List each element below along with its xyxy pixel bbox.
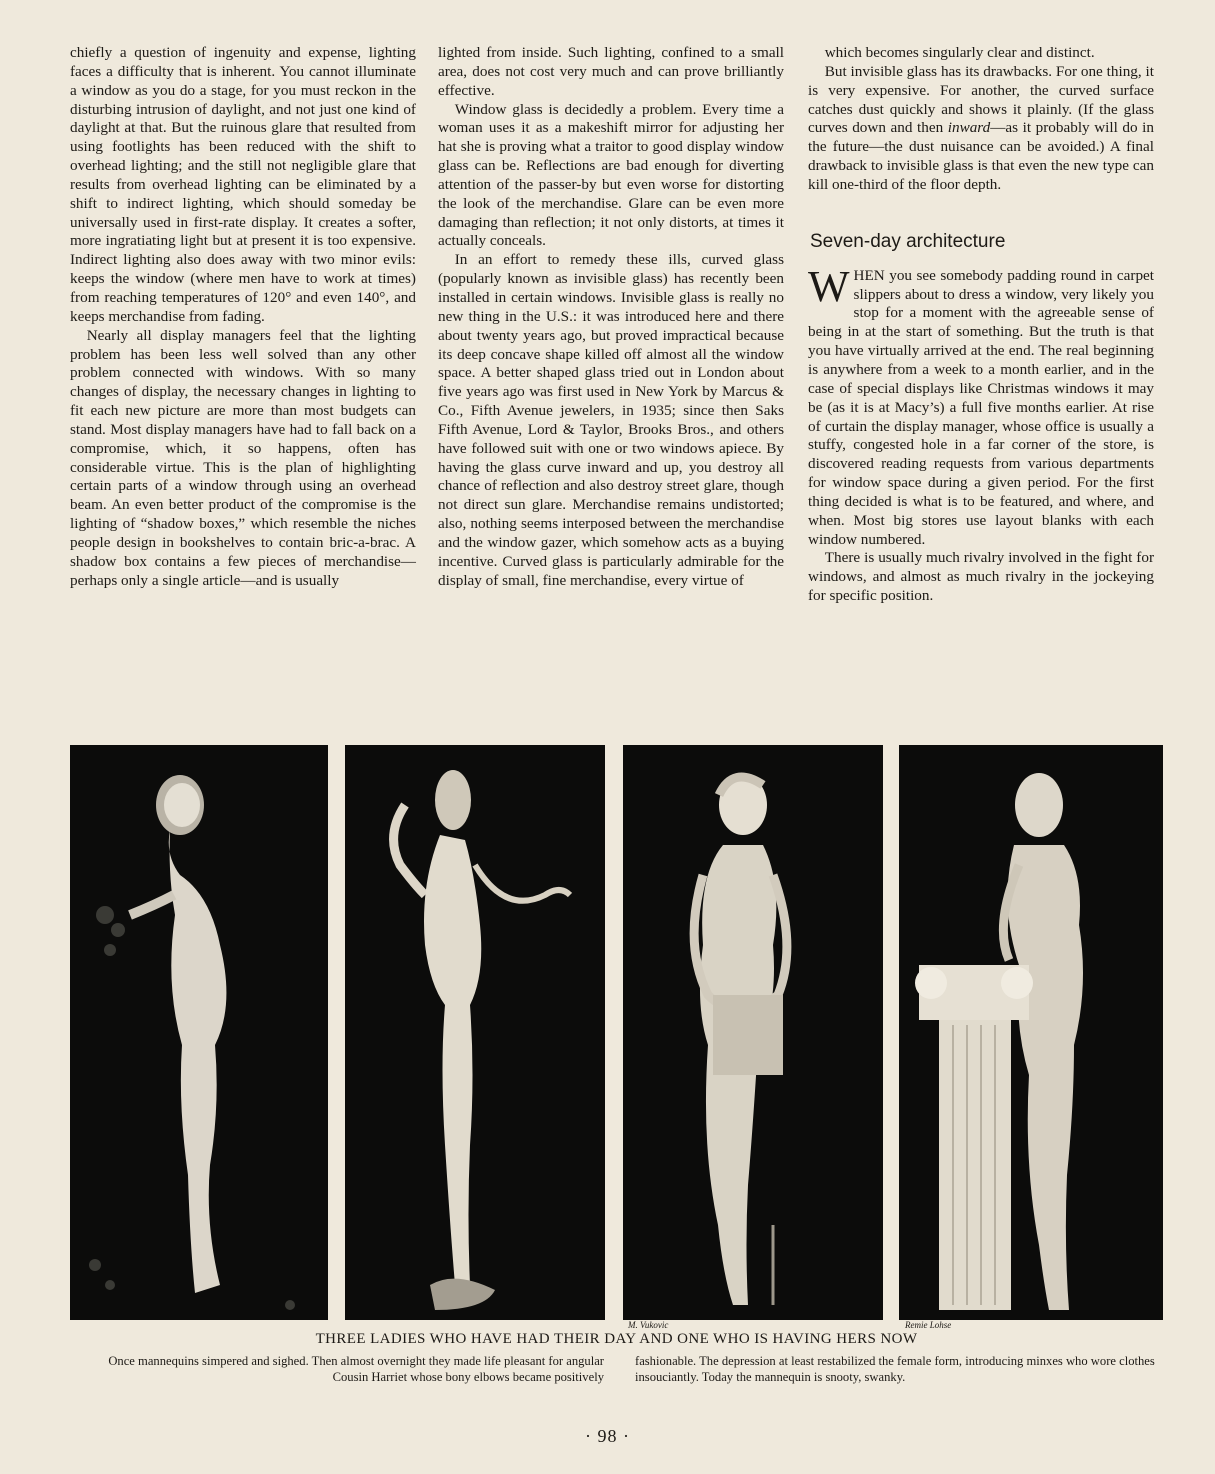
paragraph: Window glass is decidedly a problem. Every time a woman uses it as a makeshift mirror for adjusting her hat she is proving what a traitor to good display window glass can be. Reflections are bad enough for diverting attention of the passer-by but even worse for distorting the look of the merchandise. Glare can be even more damaging than reflection; it not only distorts, at times it actually conceals. <box>438 100 784 250</box>
drop-cap: W <box>808 261 850 311</box>
paragraph <box>808 63 1154 195</box>
photo-credit: Remie Lohse <box>905 1320 952 1330</box>
paragraph: lighted from inside. Such lighting, confined to a small area, does not cost very much and can prove brilliantly effective. <box>438 44 784 99</box>
emphasis-text: inward <box>947 119 991 137</box>
mannequin-figure-2 <box>345 745 605 1320</box>
section-heading: Seven-day architecture <box>810 230 1006 252</box>
paragraph <box>808 261 1154 550</box>
text-column-3 <box>808 44 1154 606</box>
paragraph-text: —as it probably will do in the future—the dust nuisance can be avoided.) A final drawback to invisible glass is that even the new type can kill one-third of the floor depth. <box>808 119 1154 193</box>
paragraph: In an effort to remedy these ills, curved glass (popularly known as invisible glass) has recently been installed in certain windows. Invisible glass is really no new thing in the U.S.: it was introduced here and there about twenty years ago, but proved impractical because its deep concave shape killed off almost all the window space. A better shaped glass tried out in London about five years ago was first used in New York by Marcus & Co., Fifth Avenue jewelers, in 1935; since then Saks Fifth Avenue, Lord & Taylor, Brooks Bros., and others have followed suit with one or two windows apiece. By having the glass curve inward and up, you destroy all chance of reflection and also destroy street glare, though not direct sun glare. Merchandise remains undistorted; also, nothing seems interposed between the merchandise and the window gazer, which somehow acts as a buying incentive. Curved glass is particularly admirable for the display of small, fine merchandise, every virtue of <box>438 251 784 589</box>
mannequin-photo-2 <box>345 745 605 1320</box>
mannequin-photo-1 <box>70 745 328 1320</box>
mannequin-figure-3 <box>623 745 883 1320</box>
paragraph: chiefly a question of ingenuity and expense, lighting faces a difficulty that is inherent. You cannot illuminate a window as you do a stage, for you must reckon in the disturbing intrusion of daylight, and not just one kind of daylight at that. But the ruinous glare that resulted from using footlights has been reduced with the shift to overhead lighting; and the still not negligible glare that results from overhead lighting can be eliminated by a shift to indirect lighting, which should someday be universally used in first-rate display. It creates a softer, more ingratiating light but at present it is too expensive. Indirect lighting also does away with two minor evils: keeps the window (where men have to work at times) from reaching temperatures of 120° and even 140°, and keeps merchandise from fading. <box>70 44 416 325</box>
mannequin-figure-4 <box>899 745 1163 1320</box>
paragraph: Nearly all display managers feel that the lighting problem has been less well solved than any other problem connected with windows. With so many changes of display, the necessary changes in lighting to fit each new picture are more than most budgets can stand. Most display managers have had to fall back on a compromise, which, it so happens, often has considerable virtue. This is the plan of highlighting certain parts of a window through using an overhead beam. An even better product of the compromise is the lighting of “shadow boxes,” which resemble the niches people design in bookshelves to contain bric-a-brac. A shadow box contains a few pieces of merchandise—perhaps only a single article—and is usually <box>70 326 416 589</box>
page-number: · 98 · <box>585 1426 630 1446</box>
caption-title: THREE LADIES WHO HAVE HAD THEIR DAY AND ONE WHO IS HAVING HERS NOW <box>315 1331 918 1347</box>
paragraph: which becomes singularly clear and distinct. <box>824 44 1095 61</box>
photo-credit: M. Vukovic <box>628 1320 669 1330</box>
paragraph-text: HEN you see somebody padding round in carpet slippers about to dress a window, very likely you stop for a moment with the agreeable sense of being in at the start of something. But the truth is that you have virtually arrived at the end. The real beginning is anywhere from a week to a month earlier, and in the case of special displays like Christmas windows it may be (as it is at Macy’s) a full five months earlier. At rise of curtain the display manager, whose office is usually a stuffy, congested hole in a far corner of the store, is discovered reading requests from various departments for window space during a given period. For the first thing decided is what is to be featured, and where, and when. Most big stores use layout blanks with each window numbered. <box>808 266 1154 548</box>
mannequin-photo-3 <box>623 745 883 1320</box>
mannequin-photo-4 <box>899 745 1163 1320</box>
text-column-2 <box>438 44 784 590</box>
caption-left: Once mannequins simpered and sighed. Then almost overnight they made life pleasant for angular Cousin Harriet whose bony elbows became positively <box>108 1354 604 1384</box>
mannequin-figure-1 <box>70 745 328 1320</box>
paragraph: There is usually much rivalry involved in the fight for windows, and almost as much rivalry in the jockeying for specific position. <box>808 549 1154 605</box>
text-column-1 <box>70 44 416 590</box>
caption-right: fashionable. The depression at least restabilized the female form, introducing minxes who wore clothes insouciantly. Today the mannequin is snooty, swanky. <box>635 1354 1155 1384</box>
paragraph-text: But invisible glass has its drawbacks. For one thing, it is very expensive. For another, the curved surface catches dust quickly and shows it plainly. (If the glass curves down and then <box>808 62 1154 137</box>
